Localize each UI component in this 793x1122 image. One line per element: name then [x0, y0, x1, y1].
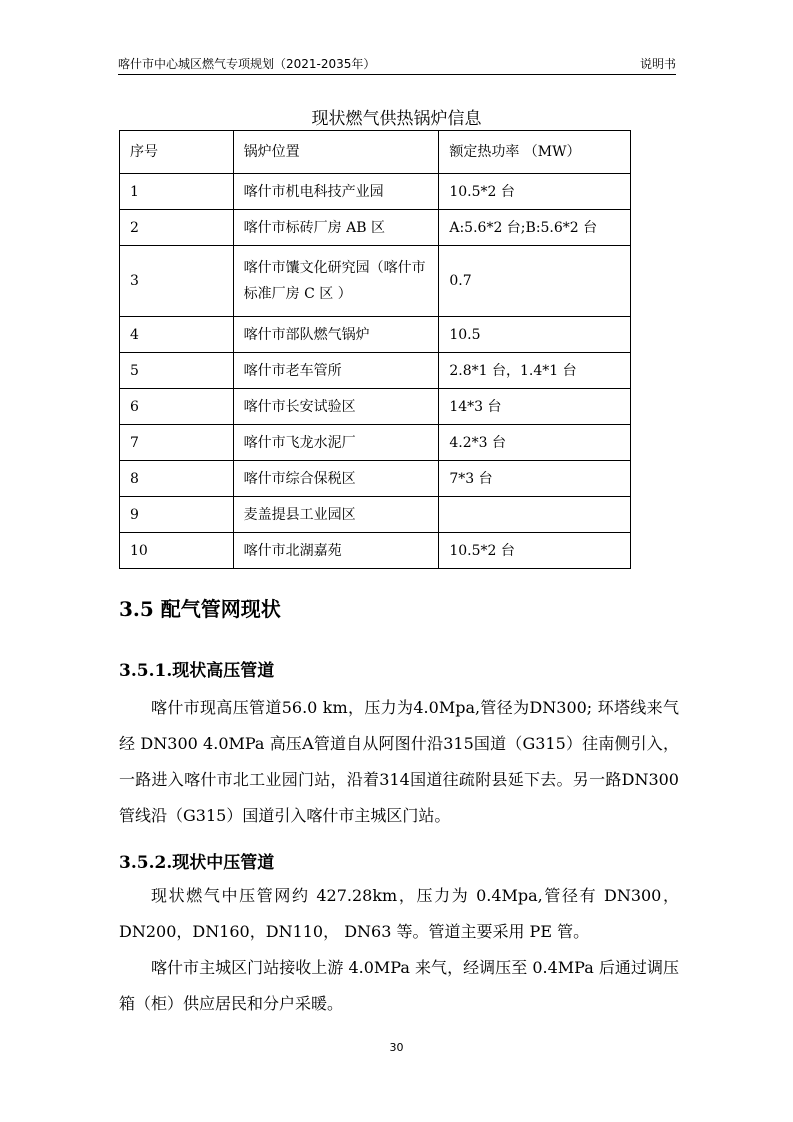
table-row — [120, 317, 631, 353]
cell-index: 3 — [120, 246, 234, 317]
gate-station-paragraph: 喀什市主城区门站接收上游 4.0MPa 来气，经调压至 0.4MPa 后通过调压箱（柜）供应居民和分户采暖。 — [119, 958, 679, 1013]
cell-location: 喀什市北湖嘉苑 — [233, 533, 439, 569]
cell-index: 9 — [120, 497, 234, 533]
column-header-power: 额定热功率 （MW） — [439, 131, 631, 174]
cell-location: 喀什市综合保税区 — [233, 461, 439, 497]
cell-index: 7 — [120, 425, 234, 461]
cell-index: 6 — [120, 389, 234, 425]
cell-power: 7*3 台 — [439, 461, 631, 497]
subsection-heading-high-pressure: 3.5.1.现状高压管道 — [119, 661, 275, 681]
cell-power: A:5.6*2 台;B:5.6*2 台 — [439, 210, 631, 246]
cell-index: 10 — [120, 533, 234, 569]
cell-power: 14*3 台 — [439, 389, 631, 425]
cell-power: 10.5*2 台 — [439, 533, 631, 569]
table-row — [120, 533, 631, 569]
document-title: 喀什市中心城区燃气专项规划（2021-2035年） — [118, 57, 376, 71]
table-caption: 现状燃气供热锅炉信息 — [311, 109, 482, 129]
table-row — [120, 497, 631, 533]
cell-power: 0.7 — [439, 246, 631, 317]
cell-index: 8 — [120, 461, 234, 497]
boiler-info-table — [119, 130, 631, 569]
table-row — [120, 353, 631, 389]
cell-location: 喀什市部队燃气锅炉 — [233, 317, 439, 353]
column-header-location: 锅炉位置 — [233, 131, 439, 174]
section-heading: 3.5 配气管网现状 — [119, 597, 281, 621]
table-header-row — [120, 131, 631, 174]
cell-power: 10.5*2 台 — [439, 174, 631, 210]
table-row — [120, 174, 631, 210]
high-pressure-paragraph: 喀什市现高压管道56.0 km，压力为4.0Mpa,管径为DN300; 环塔线来气经 DN300 4.0MPa 高压A管道自从阿图什沿315国道（G315）往南侧引入，一路进入喀什市北工业园门站，沿着314国道往疏附县延下去。另一路DN300 管线沿（G315）国道引入喀什市主城区门站。 — [119, 698, 679, 825]
table-row — [120, 461, 631, 497]
cell-power: 4.2*3 台 — [439, 425, 631, 461]
cell-location: 喀什市标砖厂房 AB 区 — [233, 210, 439, 246]
cell-location: 喀什市飞龙水泥厂 — [233, 425, 439, 461]
cell-location: 喀什市老车管所 — [233, 353, 439, 389]
cell-index: 1 — [120, 174, 234, 210]
subsection-heading-medium-pressure: 3.5.2.现状中压管道 — [119, 853, 275, 873]
cell-power: 2.8*1 台，1.4*1 台 — [439, 353, 631, 389]
cell-index: 2 — [120, 210, 234, 246]
table-row — [120, 246, 631, 317]
cell-power: 10.5 — [439, 317, 631, 353]
cell-power — [439, 497, 631, 533]
page-number: 30 — [389, 1041, 404, 1054]
table-row — [120, 210, 631, 246]
column-header-index: 序号 — [120, 131, 234, 174]
cell-location: 喀什市机电科技产业园 — [233, 174, 439, 210]
medium-pressure-paragraph: 现状燃气中压管网约 427.28km，压力为 0.4Mpa,管径有 DN300，DN200，DN160，DN110， DN63 等。管道主要采用 PE 管。 — [119, 886, 679, 941]
cell-location: 麦盖提县工业园区 — [233, 497, 439, 533]
cell-location: 喀什市长安试验区 — [233, 389, 439, 425]
cell-index: 4 — [120, 317, 234, 353]
page-header — [118, 52, 676, 75]
cell-location: 喀什市馕文化研究园（喀什市标准厂房 C 区 ） — [233, 246, 439, 317]
cell-index: 5 — [120, 353, 234, 389]
document-type-label: 说明书 — [639, 57, 676, 71]
table-row — [120, 389, 631, 425]
table-row — [120, 425, 631, 461]
